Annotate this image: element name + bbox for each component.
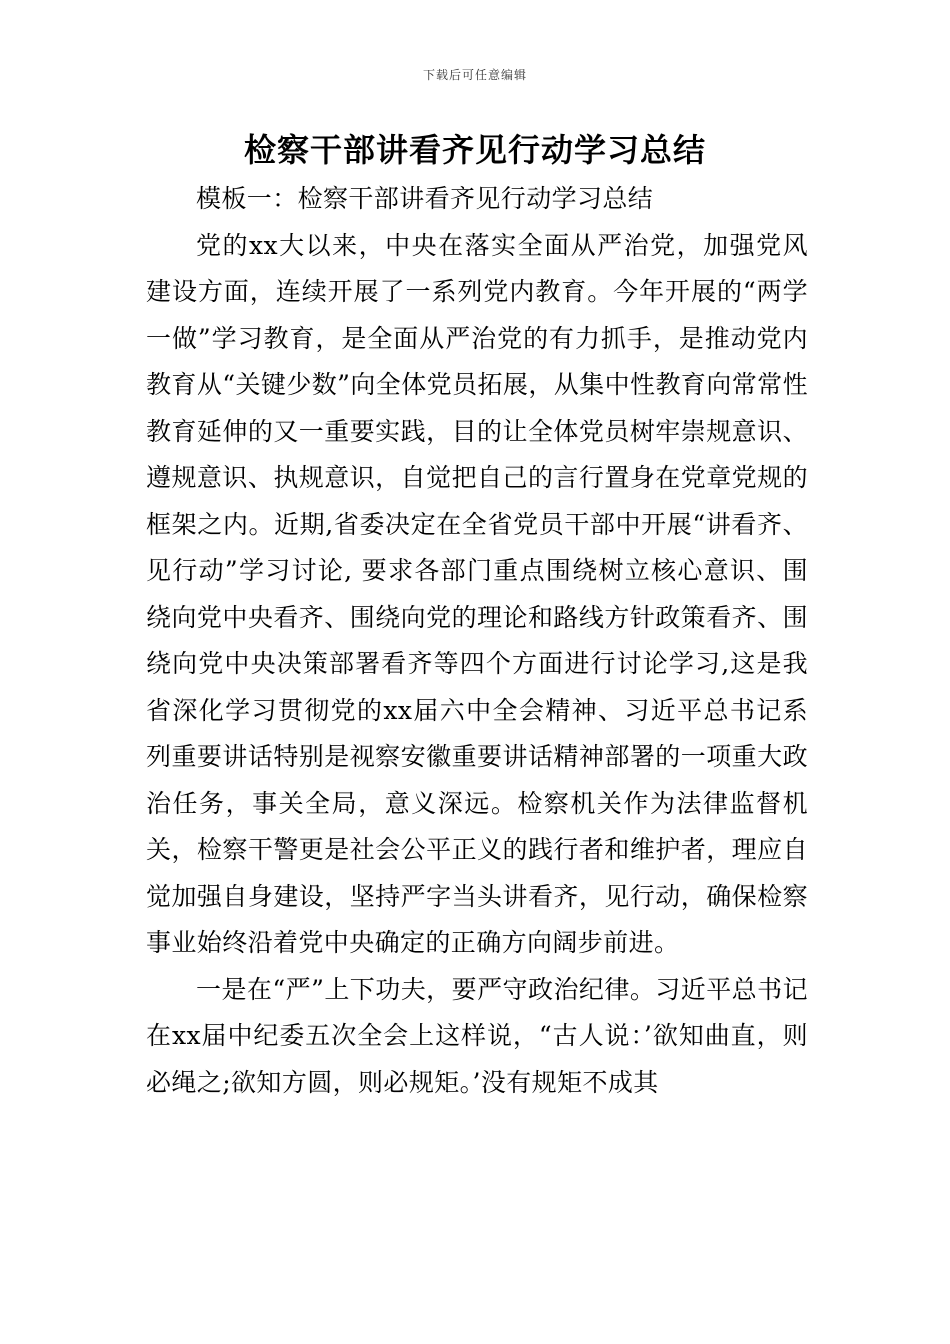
document-subtitle: 模板一：检察干部讲看齐见行动学习总结 [196,184,654,213]
document-body [146,176,808,1106]
header-note: 下载后可任意编辑 [422,68,527,82]
paragraph-2: 一是在“严”上下功夫，要严守政治纪律。习近平总书记在xx届中纪委五次全会上这样说，“古人说：’欲知曲直，则必绳之;欲知方圆，则必规矩。’没有规矩不成其 [146,974,808,1097]
document-title: 检察干部讲看齐见行动学习总结 [243,131,706,169]
paragraph-1: 党的xx大以来，中央在落实全面从严治党，加强党风建设方面，连续开展了一系列党内教育。今年开展的“两学一做”学习教育，是全面从严治党的有力抓手，是推动党内教育从“关键少数”向全体党员拓展，从集中性教育向常常性教育延伸的又一重要实践，目的让全体党员树牢崇规意识、遵规意识、执规意识，自觉把自己的言行置身在党章党规的框架之内。近期,省委决定在全省党员干部中开展“讲看齐、见行动”学习讨论, 要求各部门重点围绕树立核心意识、围绕向党中央看齐、围绕向党的理论和路线方针政策看齐、围绕向党中央决策部署看齐等四个方面进行讨论学习,这是我省深化学习贯彻党的xx届六中全会精神、习近平总书记系列重要讲话特别是视察安徽重要讲话精神部署的一项重大政治任务，事关全局，意义深远。检察机关作为法律监督机关，检察干警更是社会公平正义的践行者和维护者，理应自觉加强自身建设，坚持严字当头讲看齐，见行动，确保检察事业始终沿着党中央确定的正确方向阔步前进。 [146,230,808,957]
